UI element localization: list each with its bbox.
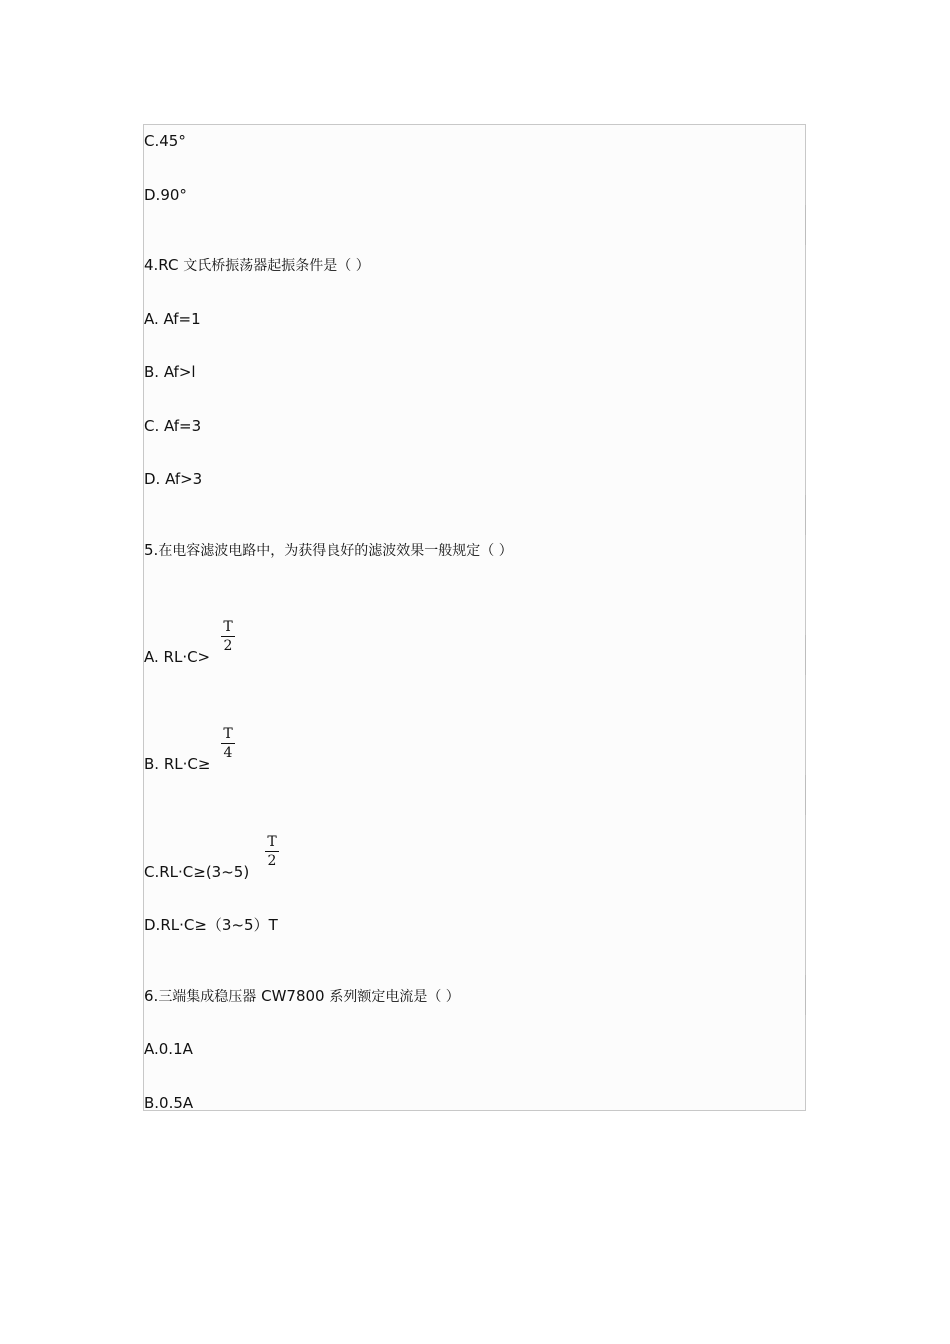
question-stem: 在电容滤波电路中，为获得良好的滤波效果一般规定（ ）: [158, 543, 513, 559]
fraction-t-over-2: T 2: [265, 834, 279, 869]
panel-edge-mark: [805, 495, 806, 535]
option-d-q4: D. Af>3: [144, 470, 203, 488]
option-a-q6: A.0.1A: [144, 1040, 193, 1058]
panel-edge-mark: [805, 975, 806, 1015]
question-stem: 三端集成稳压器: [158, 989, 257, 1005]
option-a-q4: A. Af=1: [144, 310, 201, 328]
question-stem: 文氏桥振荡器起振条件是（ ）: [183, 258, 370, 274]
panel-edge-mark: [805, 635, 806, 675]
question-4: [144, 255, 370, 276]
question-stem-end: 系列额定电流是（ ）: [329, 989, 460, 1005]
question-5: [144, 540, 513, 561]
panel-edge-mark: [805, 205, 806, 245]
option-b-q6: B.0.5A: [144, 1094, 194, 1112]
option-d-q3: D.90°: [144, 186, 187, 204]
question-number: 4.RC: [144, 256, 179, 274]
question-panel: [143, 124, 806, 1111]
option-c-q5: C.RL·C≥(3~5): [144, 863, 250, 881]
fraction-t-over-4: T 4: [221, 726, 235, 761]
question-6: [144, 986, 460, 1007]
fraction-t-over-2: T 2: [221, 619, 235, 654]
option-b-q5: B. RL·C≥: [144, 755, 211, 773]
option-d-q5: D.RL·C≥（3~5）T: [144, 916, 278, 934]
option-c-q4: C. Af=3: [144, 417, 202, 435]
model-number: CW7800: [261, 987, 325, 1005]
question-number: 6.: [144, 987, 159, 1005]
option-c-q3: C.45°: [144, 132, 186, 150]
panel-edge-mark: [805, 775, 806, 815]
option-a-q5: A. RL·C>: [144, 648, 211, 666]
option-b-q4: B. Af>l: [144, 363, 196, 381]
question-number: 5.: [144, 541, 159, 559]
